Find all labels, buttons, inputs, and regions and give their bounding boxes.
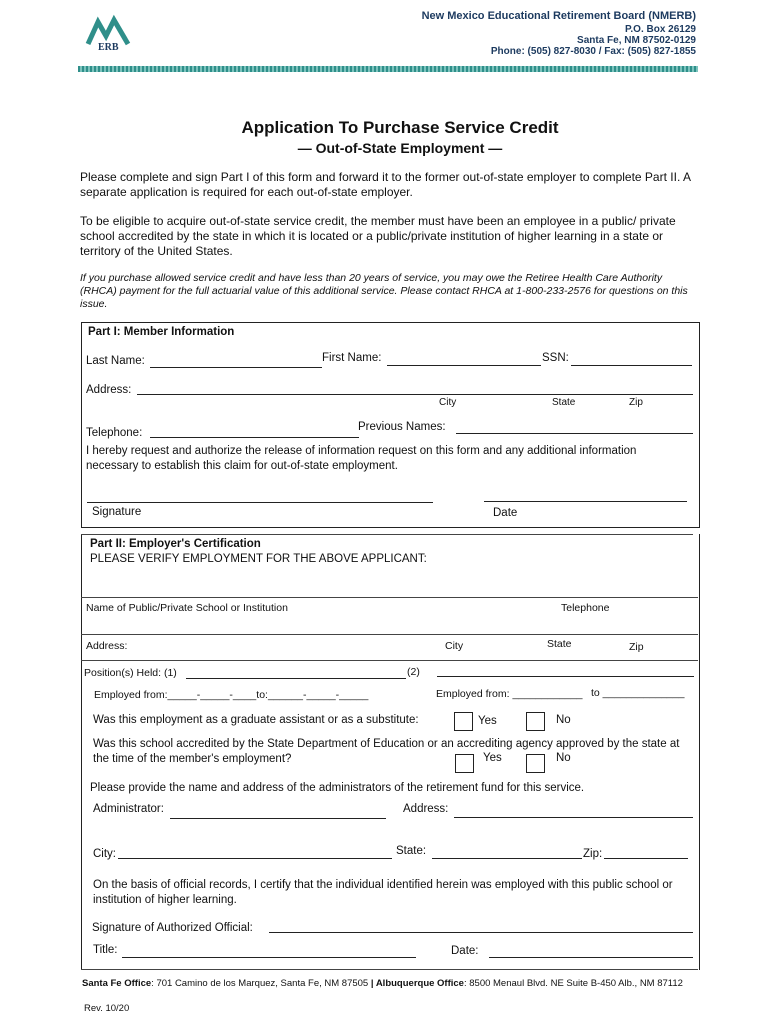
positions-2-label: (2) bbox=[407, 666, 420, 678]
title-label: Title: bbox=[93, 944, 118, 956]
admin-address-field[interactable] bbox=[454, 817, 693, 818]
admin-state-label: State: bbox=[396, 845, 427, 857]
date-label: Date bbox=[493, 507, 518, 519]
phone-line: Phone: (505) 827-8030 / Fax: (505) 827-1855 bbox=[490, 46, 696, 57]
footer-separator: | bbox=[370, 978, 374, 989]
school-address-label: Address: bbox=[86, 640, 128, 652]
previous-names-field[interactable] bbox=[456, 433, 693, 434]
q2-no-label: No bbox=[556, 752, 571, 764]
city-line: Santa Fe, NM 87502-0129 bbox=[577, 35, 696, 46]
logo-text: ERB bbox=[98, 42, 119, 53]
authorization-text: I hereby request and authorize the release of information request on this form and any additional information necessary to establish this claim for out-of-state employment. bbox=[86, 445, 637, 472]
administrator-label: Administrator: bbox=[93, 803, 164, 815]
albuquerque-office-label: Albuquerque Office bbox=[373, 978, 464, 989]
employed-from-2[interactable]: Employed from: ____________ bbox=[436, 688, 583, 700]
telephone-label: Telephone: bbox=[86, 427, 143, 439]
intro-paragraph-2: To be eligible to acquire out-of-state service credit, the member must have been an employee in a public/ private school accredited by the state in which it is located or a public/private institution of higher learning in a state or territory of the United States. bbox=[80, 214, 676, 258]
school-telephone-label: Telephone bbox=[561, 602, 610, 614]
verify-text: PLEASE VERIFY EMPLOYMENT FOR THE ABOVE APPLICANT: bbox=[90, 553, 427, 565]
footer-addresses bbox=[82, 978, 683, 989]
address-label: Address: bbox=[86, 384, 132, 396]
q1-no-checkbox[interactable] bbox=[526, 712, 545, 731]
signature-official-label: Signature of Authorized Official: bbox=[92, 922, 253, 934]
q1-text: Was this employment as a graduate assistant or as a substitute: bbox=[93, 714, 419, 726]
q1-yes-label: Yes bbox=[478, 715, 497, 727]
po-box: P.O. Box 26129 bbox=[625, 24, 696, 35]
header-band bbox=[78, 66, 698, 72]
provide-text: Please provide the name and address of the administrators of the retirement fund for this service. bbox=[90, 782, 585, 794]
part2-bottom-rule bbox=[81, 969, 698, 970]
q1-yes-checkbox[interactable] bbox=[454, 712, 473, 731]
part2-heading: Part II: Employer's Certification bbox=[90, 538, 261, 550]
certify-text: On the basis of official records, I certify that the individual identified herein was employed with this public school or institution of higher learning. bbox=[93, 879, 673, 906]
albuquerque-office-address: : 8500 Menaul Blvd. NE Suite B-450 Alb., NM 87112 bbox=[463, 978, 683, 989]
form-title: Application To Purchase Service Credit bbox=[241, 118, 559, 137]
school-name-label: Name of Public/Private School or Institution bbox=[86, 602, 288, 614]
first-name-label: First Name: bbox=[322, 352, 382, 364]
signature-field[interactable] bbox=[87, 502, 433, 503]
signature-official-field[interactable] bbox=[269, 932, 693, 933]
city-sublabel: City bbox=[439, 397, 457, 408]
admin-address-label: Address: bbox=[403, 803, 449, 815]
employed-to-2[interactable]: to ______________ bbox=[591, 687, 685, 699]
intro-paragraph-1: Please complete and sign Part I of this form and forward it to the former out-of-state employer to complete Part II. A separate application is required for each out-of-state employer. bbox=[80, 170, 691, 199]
official-date-field[interactable] bbox=[489, 957, 693, 958]
revision-label: Rev. 10/20 bbox=[84, 1003, 130, 1014]
employed-from-1[interactable]: Employed from:_____-_____-____to:______-_____-_____ bbox=[94, 689, 369, 701]
rule-1 bbox=[81, 597, 698, 598]
school-city-label: City bbox=[445, 640, 464, 652]
official-date-label: Date: bbox=[451, 945, 479, 957]
last-name-label: Last Name: bbox=[86, 355, 145, 367]
school-zip-label: Zip bbox=[629, 641, 644, 653]
rule-2 bbox=[81, 634, 698, 635]
rhca-notice: If you purchase allowed service credit and have less than 20 years of service, you may owe the Retiree Health Care Authority (RHCA) payment for the full actuarial value of this additional service. Please contact RHCA at 1-800-233-2576 for questions on this issue. bbox=[80, 272, 688, 310]
positions-label: Position(s) Held: (1) bbox=[84, 667, 177, 679]
admin-city-field[interactable] bbox=[118, 858, 392, 859]
school-state-label: State bbox=[547, 638, 572, 650]
q2-text: Was this school accredited by the State Department of Education or an accrediting agency approved by the state at the time of the member's employment? bbox=[93, 738, 680, 765]
form-subtitle: — Out-of-State Employment — bbox=[297, 140, 503, 156]
admin-zip-label: Zip: bbox=[583, 848, 603, 860]
state-sublabel: State bbox=[552, 397, 576, 408]
santa-fe-office-label: Santa Fe Office bbox=[82, 978, 152, 989]
q1-no-label: No bbox=[556, 714, 571, 726]
first-name-field[interactable] bbox=[387, 365, 541, 366]
ssn-field[interactable] bbox=[571, 365, 692, 366]
q2-no-checkbox[interactable] bbox=[526, 754, 545, 773]
zip-sublabel: Zip bbox=[629, 397, 643, 408]
position-2-field[interactable] bbox=[437, 676, 694, 677]
position-1-field[interactable] bbox=[186, 678, 406, 679]
administrator-field[interactable] bbox=[170, 818, 386, 819]
date-field[interactable] bbox=[484, 501, 687, 502]
nmerb-logo bbox=[84, 14, 132, 58]
telephone-field[interactable] bbox=[150, 437, 359, 438]
address-field[interactable] bbox=[137, 394, 693, 395]
q2-yes-checkbox[interactable] bbox=[455, 754, 474, 773]
ssn-label: SSN: bbox=[542, 352, 569, 364]
org-name: New Mexico Educational Retirement Board (NMERB) bbox=[421, 10, 696, 22]
santa-fe-office-address: : 701 Camino de los Marquez, Santa Fe, NM 87505 bbox=[151, 978, 371, 989]
admin-city-label: City: bbox=[93, 848, 116, 860]
last-name-field[interactable] bbox=[150, 367, 322, 368]
title-field[interactable] bbox=[122, 957, 416, 958]
previous-names-label: Previous Names: bbox=[358, 421, 446, 433]
rule-3 bbox=[81, 660, 698, 661]
q2-yes-label: Yes bbox=[483, 752, 502, 764]
admin-zip-field[interactable] bbox=[604, 858, 688, 859]
signature-label: Signature bbox=[92, 506, 142, 518]
admin-state-field[interactable] bbox=[432, 858, 582, 859]
part2-top-rule bbox=[81, 534, 693, 535]
part1-heading: Part I: Member Information bbox=[88, 326, 235, 338]
